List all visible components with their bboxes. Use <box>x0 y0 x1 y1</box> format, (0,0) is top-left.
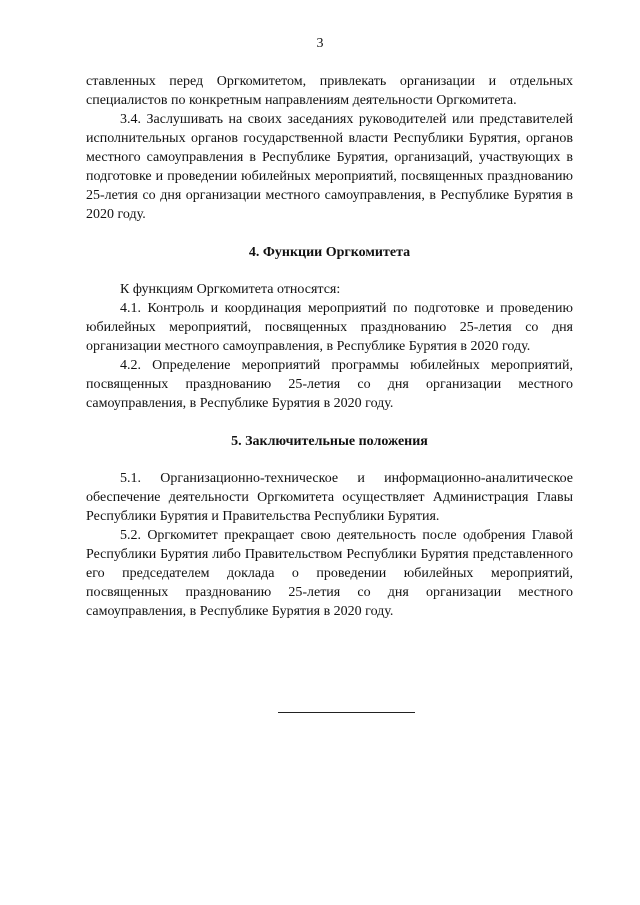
spacer <box>86 451 573 469</box>
document-body <box>86 72 573 621</box>
page-number: 3 <box>316 36 324 51</box>
section-heading-functions: 4. Функции Оргкомитета <box>248 245 411 260</box>
paragraph-4-1: 4.1. Контроль и координация мероприятий по подготовке и проведению юбилейных мероприятий, посвященных празднованию 25-летия со дня организации местного самоуправления, в Республике Бурятия в 2020 году. <box>86 301 573 354</box>
closing-divider-line <box>278 712 415 713</box>
paragraph-3-4: 3.4. Заслушивать на своих заседаниях руководителей или представителей исполнительных органов государственной власти Республики Бурятия, органов местного самоуправления в Республике Бурятия, организаций, участвующих в подготовке и проведении юбилейных мероприятий, посвященных празднованию 25-летия со дня организации местного самоуправления, в Республике Бурятия в 2020 году. <box>86 112 573 222</box>
spacer <box>86 262 573 280</box>
paragraph-4-2: 4.2. Определение мероприятий программы юбилейных мероприятий, посвященных празднованию 25-летия со дня организации местного самоуправления, в Республике Бурятия в 2020 году. <box>86 358 573 411</box>
spacer <box>86 224 573 243</box>
paragraph-5-1: 5.1. Организационно-техническое и информационно-аналитическое обеспечение деятельности Оргкомитета осуществляет Администрация Главы Республики Бурятия и Правительства Республики Бурятия. <box>86 471 573 524</box>
spacer <box>86 413 573 432</box>
paragraph-functions-intro: К функциям Оргкомитета относятся: <box>120 282 341 297</box>
paragraph-5-2: 5.2. Оргкомитет прекращает свою деятельность после одобрения Главой Республики Бурятия либо Правительством Республики Бурятия представленного его председателем доклада о проведении юбилейных мероприятий, посвященных празднованию 25-летия со дня организации местного самоуправления, в Республике Бурятия в 2020 году. <box>86 528 573 619</box>
section-heading-final: 5. Заключительные положения <box>231 434 428 449</box>
paragraph-continuation: ставленных перед Оргкомитетом, привлекать организации и отдельных специалистов по конкретным направлениям деятельности Оргкомитета. <box>86 74 573 108</box>
